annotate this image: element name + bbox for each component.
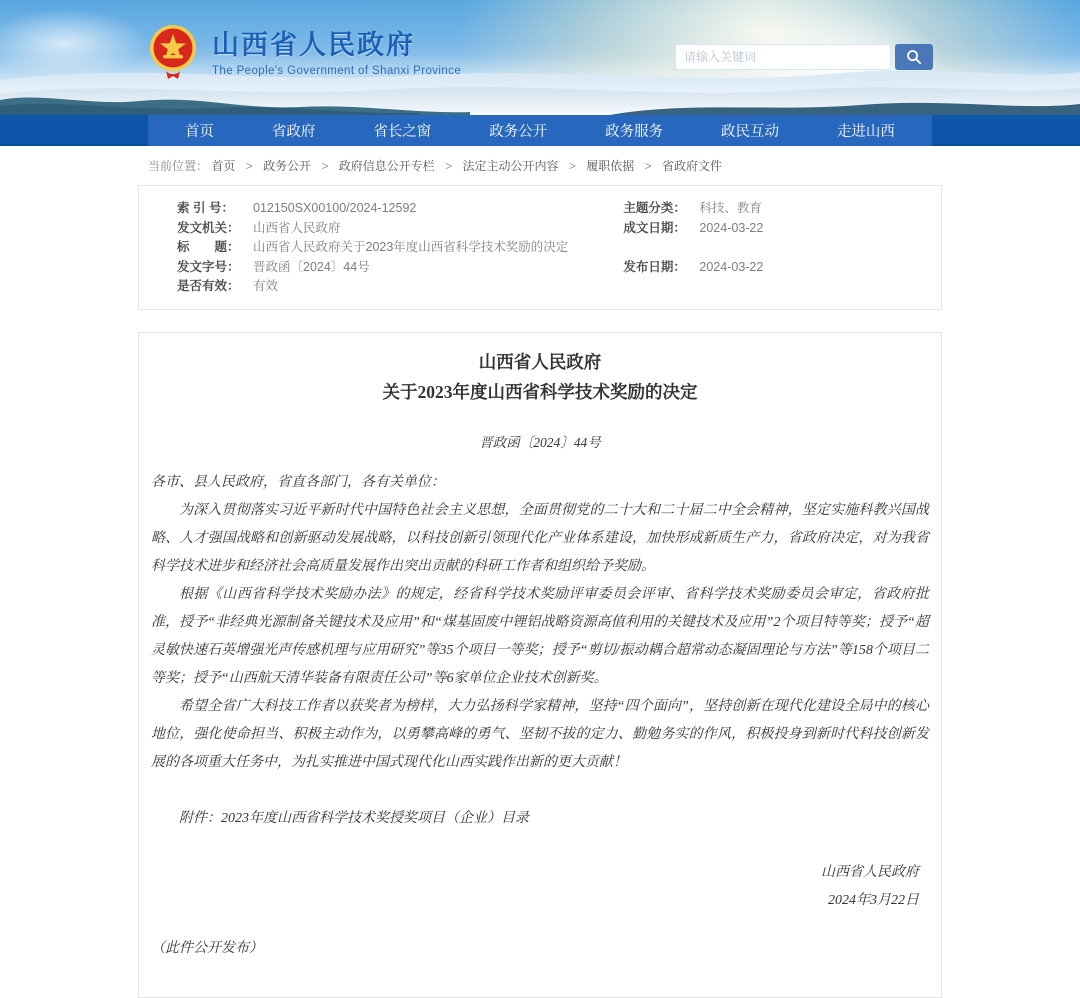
meta-label: 发布日期： xyxy=(623,259,686,274)
signature-block xyxy=(151,859,929,915)
meta-title xyxy=(177,238,921,258)
breadcrumb xyxy=(138,146,942,183)
breadcrumb-item-gov-documents[interactable]: 省政府文件 xyxy=(661,159,722,173)
nav-item-enter-shanxi[interactable]: 走进山西 xyxy=(836,124,895,140)
meta-label: 发文字号： xyxy=(177,259,240,274)
signature-date: 2024年3月22日 xyxy=(828,892,919,908)
search-bar xyxy=(675,44,933,70)
site-subtitle: The People's Government of Shanxi Province xyxy=(212,65,462,77)
document-salutation: 各市、县人民政府，省直各部门，各有关单位： xyxy=(151,474,445,490)
document-number: 晋政函〔2024〕44号 xyxy=(479,434,601,450)
document-title-line2: 关于2023年度山西省科学技术奖励的决定 xyxy=(382,381,698,402)
site-logo[interactable] xyxy=(148,22,461,80)
document-paragraph: 根据《山西省科学技术奖励办法》的规定，经省科学技术奖励评审委员会评审、省科学技术奖励委员会审定，省政府批准，授予“非经典光源制备关键技术及应用”和“煤基固废中锂铝战略资源高值利用的关键技术及应用”2个项目特等奖；授予“超灵敏快速石英增强光声传感机理与应用研究”等35个项目一等奖；授予“剪切/振动耦合超常动态凝固理论与方法”等158个项目二等奖；授予“山西航天清华装备有限责任公司”等6家单位企业技术创新奖。 xyxy=(151,586,929,686)
meta-validity xyxy=(177,277,623,297)
meta-value: 科技、教育 xyxy=(699,201,762,215)
main-content xyxy=(138,146,942,998)
meta-written-date xyxy=(623,219,921,239)
search-button[interactable] xyxy=(895,44,933,70)
meta-label: 成文日期： xyxy=(623,220,686,235)
breadcrumb-label: 当前位置： xyxy=(148,159,209,173)
nav-item-provincial-government[interactable]: 省政府 xyxy=(271,124,316,140)
document-attachment-line: 附件：2023年度山西省科学技术奖授奖项目（企业）目录 xyxy=(179,810,529,826)
breadcrumb-item-duty-basis[interactable]: 履职依据 xyxy=(586,159,635,173)
meta-topic-category xyxy=(623,199,921,219)
meta-label: 标 题： xyxy=(177,240,240,254)
meta-value: 山西省人民政府关于2023年度山西省科学技术奖励的决定 xyxy=(253,240,569,254)
breadcrumb-item-info-disclosure[interactable]: 政府信息公开专栏 xyxy=(338,159,435,173)
search-input[interactable] xyxy=(675,44,891,70)
breadcrumb-item-home[interactable]: 首页 xyxy=(211,159,236,173)
meta-value: 山西省人民政府 xyxy=(253,220,341,235)
meta-value: 012150SX00100/2024-12592 xyxy=(253,201,417,215)
meta-value: 2024-03-22 xyxy=(699,220,764,235)
nav-item-government-affairs[interactable]: 政务公开 xyxy=(489,124,548,140)
meta-label: 索 引 号： xyxy=(177,201,234,215)
signature-agency: 山西省人民政府 xyxy=(821,864,919,880)
meta-label: 是否有效： xyxy=(177,279,240,293)
site-banner xyxy=(0,0,1080,115)
nav-item-home[interactable]: 首页 xyxy=(185,124,214,140)
site-title: 山西省人民政府 xyxy=(212,30,415,60)
meta-value: 晋政函〔2024〕44号 xyxy=(253,259,370,274)
breadcrumb-item-gov-affairs[interactable]: 政务公开 xyxy=(263,159,312,173)
meta-issuing-agency xyxy=(177,219,623,239)
document-paragraph: 为深入贯彻落实习近平新时代中国特色社会主义思想，全面贯彻党的二十大和二十届二中全会精神，坚定实施科教兴国战略、人才强国战略和创新驱动发展战略，以科技创新引领现代化产业体系建设，加快形成新质生产力，省政府决定，对为我省科学技术进步和经济社会高质量发展作出突出贡献的科研工作者和组织给予奖励。 xyxy=(151,502,929,574)
nav-item-governor-window[interactable]: 省长之窗 xyxy=(373,124,432,140)
breadcrumb-separator: > xyxy=(321,159,329,173)
meta-publish-date xyxy=(623,258,921,278)
breadcrumb-separator: > xyxy=(644,159,652,173)
breadcrumb-separator: > xyxy=(245,159,253,173)
meta-label: 主题分类： xyxy=(623,201,686,215)
meta-value: 有效 xyxy=(253,279,279,293)
meta-label: 发文机关： xyxy=(177,220,240,235)
breadcrumb-separator: > xyxy=(445,159,453,173)
document-paragraph: 希望全省广大科技工作者以获奖者为榜样，大力弘扬科学家精神，坚持“四个面向”，坚持创新在现代化建设全局中的核心地位，强化使命担当、积极主动作为，以勇攀高峰的勇气、坚韧不拔的定力、勤勉务实的作风，积极投身到新时代科技创新发展的各项重大任务中，为扎实推进中国式现代化山西实践作出新的更大贡献！ xyxy=(151,698,929,770)
search-icon xyxy=(906,49,922,65)
document-title-line1: 山西省人民政府 xyxy=(478,351,602,372)
meta-value: 2024-03-22 xyxy=(699,259,764,274)
document-metadata-box xyxy=(138,185,942,310)
nav-item-public-interaction[interactable]: 政民互动 xyxy=(721,124,780,140)
document-text xyxy=(151,469,929,833)
meta-index-number xyxy=(177,199,623,219)
document-body-box xyxy=(138,332,942,998)
breadcrumb-item-statutory-content[interactable]: 法定主动公开内容 xyxy=(462,159,559,173)
public-release-note: （此件公开发布） xyxy=(151,940,263,956)
main-nav-inner xyxy=(148,115,932,146)
nav-item-government-services[interactable]: 政务服务 xyxy=(605,124,664,140)
main-nav xyxy=(0,115,1080,146)
meta-document-number xyxy=(177,258,623,278)
national-emblem-icon xyxy=(148,22,198,80)
breadcrumb-separator: > xyxy=(568,159,576,173)
